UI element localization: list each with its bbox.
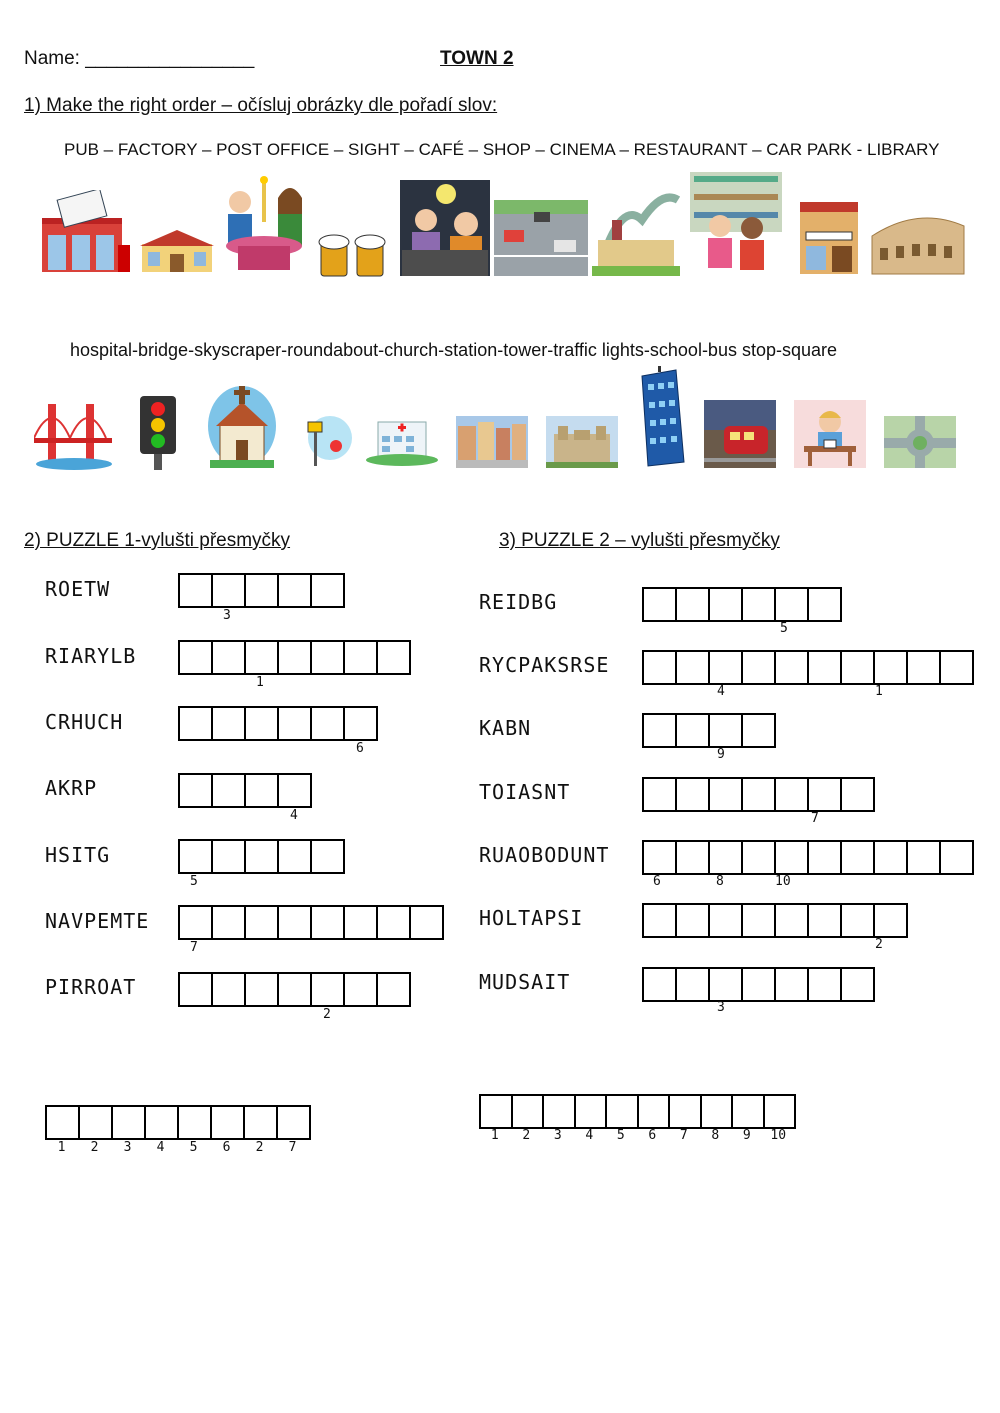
solution-number: 3 — [553, 1128, 562, 1143]
solution-number: 6 — [222, 1140, 231, 1155]
solution-number: 2 — [522, 1128, 531, 1143]
task1-heading: 1) Make the right order – očísluj obrázky dle pořadí slov: — [24, 95, 498, 116]
puzzle1-letter-number: 2 — [323, 1007, 331, 1022]
puzzle1-answer-boxes[interactable] — [178, 573, 345, 608]
station-picture — [704, 400, 776, 468]
puzzle2-letter-number: 9 — [717, 747, 725, 762]
post-office-picture — [40, 190, 132, 275]
square-picture — [456, 416, 528, 468]
traffic-lights-picture — [130, 392, 186, 472]
puzzle1-scrambled-word: AKRP — [45, 776, 98, 800]
solution-number: 5 — [189, 1140, 198, 1155]
puzzle2-scrambled-word: RYCPAKSRSE — [479, 653, 610, 677]
puzzle2-letter-number: 6 — [653, 874, 661, 889]
puzzle1-letter-number: 3 — [223, 608, 231, 623]
skyscraper-picture — [636, 366, 688, 470]
puzzle1-answer-boxes[interactable] — [178, 640, 411, 675]
puzzle2-letter-number: 3 — [717, 1000, 725, 1015]
cinema-picture — [400, 180, 490, 276]
roundabout-picture — [884, 416, 956, 468]
solution-number: 7 — [288, 1140, 297, 1155]
cafe-picture — [138, 228, 216, 274]
puzzle1-scrambled-word: NAVPEMTE — [45, 909, 150, 933]
puzzle2-letter-number: 2 — [875, 937, 883, 952]
puzzle2-letter-number: 8 — [716, 874, 724, 889]
puzzle1-scrambled-word: RIARYLB — [45, 644, 137, 668]
puzzle2-scrambled-word: KABN — [479, 716, 532, 740]
puzzle1-answer-boxes[interactable] — [178, 972, 411, 1007]
solution-number: 8 — [711, 1128, 720, 1143]
page-title: TOWN 2 — [440, 48, 514, 69]
colosseum-sight-picture — [868, 208, 968, 276]
hospital-picture — [366, 414, 438, 466]
puzzle1-letter-number: 6 — [356, 741, 364, 756]
solution-number: 7 — [679, 1128, 688, 1143]
puzzle1-heading: 2) PUZZLE 1-vylušti přesmyčky — [24, 530, 291, 551]
puzzle2-letter-number: 10 — [775, 874, 791, 889]
puzzle2-answer-boxes[interactable] — [642, 777, 875, 812]
solution-number: 1 — [490, 1128, 499, 1143]
puzzle1-answer-boxes[interactable] — [178, 839, 345, 874]
school-picture — [794, 400, 866, 468]
puzzle1-solution-numbers — [45, 1140, 309, 1155]
library-picture — [690, 172, 782, 276]
bus-stop-picture — [300, 408, 354, 470]
church-picture — [206, 380, 278, 470]
puzzle2-solution-numbers — [479, 1128, 794, 1143]
puzzle2-scrambled-word: REIDBG — [479, 590, 558, 614]
solution-number: 1 — [57, 1140, 66, 1155]
puzzle1-scrambled-word: PIRROAT — [45, 975, 137, 999]
factory-picture — [592, 180, 680, 276]
puzzle2-scrambled-word: MUDSAIT — [479, 970, 571, 994]
car-park-picture — [494, 200, 588, 276]
puzzle2-scrambled-word: RUAOBODUNT — [479, 843, 610, 867]
bridge-picture — [34, 398, 112, 470]
solution-number: 2 — [90, 1140, 99, 1155]
puzzle1-solution-boxes[interactable] — [45, 1105, 311, 1140]
solution-number: 10 — [770, 1128, 787, 1143]
puzzle1-letter-number: 1 — [256, 675, 264, 690]
puzzle2-letter-number: 1 — [875, 684, 883, 699]
puzzle2-answer-boxes[interactable] — [642, 903, 908, 938]
puzzle1-letter-number: 4 — [290, 808, 298, 823]
puzzle2-heading: 3) PUZZLE 2 – vylušti přesmyčky — [499, 530, 780, 551]
puzzle1-answer-boxes[interactable] — [178, 706, 378, 741]
solution-number: 2 — [255, 1140, 264, 1155]
puzzle2-letter-number: 5 — [780, 621, 788, 636]
shop-picture — [798, 196, 860, 276]
puzzle1-answer-boxes[interactable] — [178, 905, 444, 940]
tower-picture — [546, 416, 618, 468]
puzzle2-answer-boxes[interactable] — [642, 967, 875, 1002]
puzzle1-letter-number: 7 — [190, 940, 198, 955]
solution-number: 4 — [156, 1140, 165, 1155]
puzzle1-scrambled-word: HSITG — [45, 843, 111, 867]
pub-picture — [315, 232, 395, 278]
restaurant-picture — [218, 172, 310, 274]
puzzle2-scrambled-word: TOIASNT — [479, 780, 571, 804]
solution-number: 3 — [123, 1140, 132, 1155]
solution-number: 5 — [616, 1128, 625, 1143]
puzzle2-answer-boxes[interactable] — [642, 840, 974, 875]
solution-number: 9 — [742, 1128, 751, 1143]
solution-number: 4 — [585, 1128, 594, 1143]
puzzle1-scrambled-word: CRHUCH — [45, 710, 124, 734]
puzzle2-solution-boxes[interactable] — [479, 1094, 796, 1129]
word-list-town-places: hospital-bridge-skyscraper-roundabout-church-station-tower-traffic lights-school-bus stop-square — [70, 340, 838, 360]
puzzle2-answer-boxes[interactable] — [642, 650, 974, 685]
word-list-places: PUB – FACTORY – POST OFFICE – SIGHT – CAFÉ – SHOP – CINEMA – RESTAURANT – CAR PARK - LIBRARY — [64, 140, 940, 159]
puzzle2-answer-boxes[interactable] — [642, 587, 842, 622]
solution-number: 6 — [648, 1128, 657, 1143]
puzzle1-answer-boxes[interactable] — [178, 773, 312, 808]
puzzle2-letter-number: 7 — [811, 811, 819, 826]
puzzle2-letter-number: 4 — [717, 684, 725, 699]
puzzle1-scrambled-word: ROETW — [45, 577, 111, 601]
puzzle2-answer-boxes[interactable] — [642, 713, 776, 748]
puzzle1-letter-number: 5 — [190, 874, 198, 889]
name-field-label: Name: ________________ — [24, 48, 255, 69]
puzzle2-scrambled-word: HOLTAPSI — [479, 906, 584, 930]
